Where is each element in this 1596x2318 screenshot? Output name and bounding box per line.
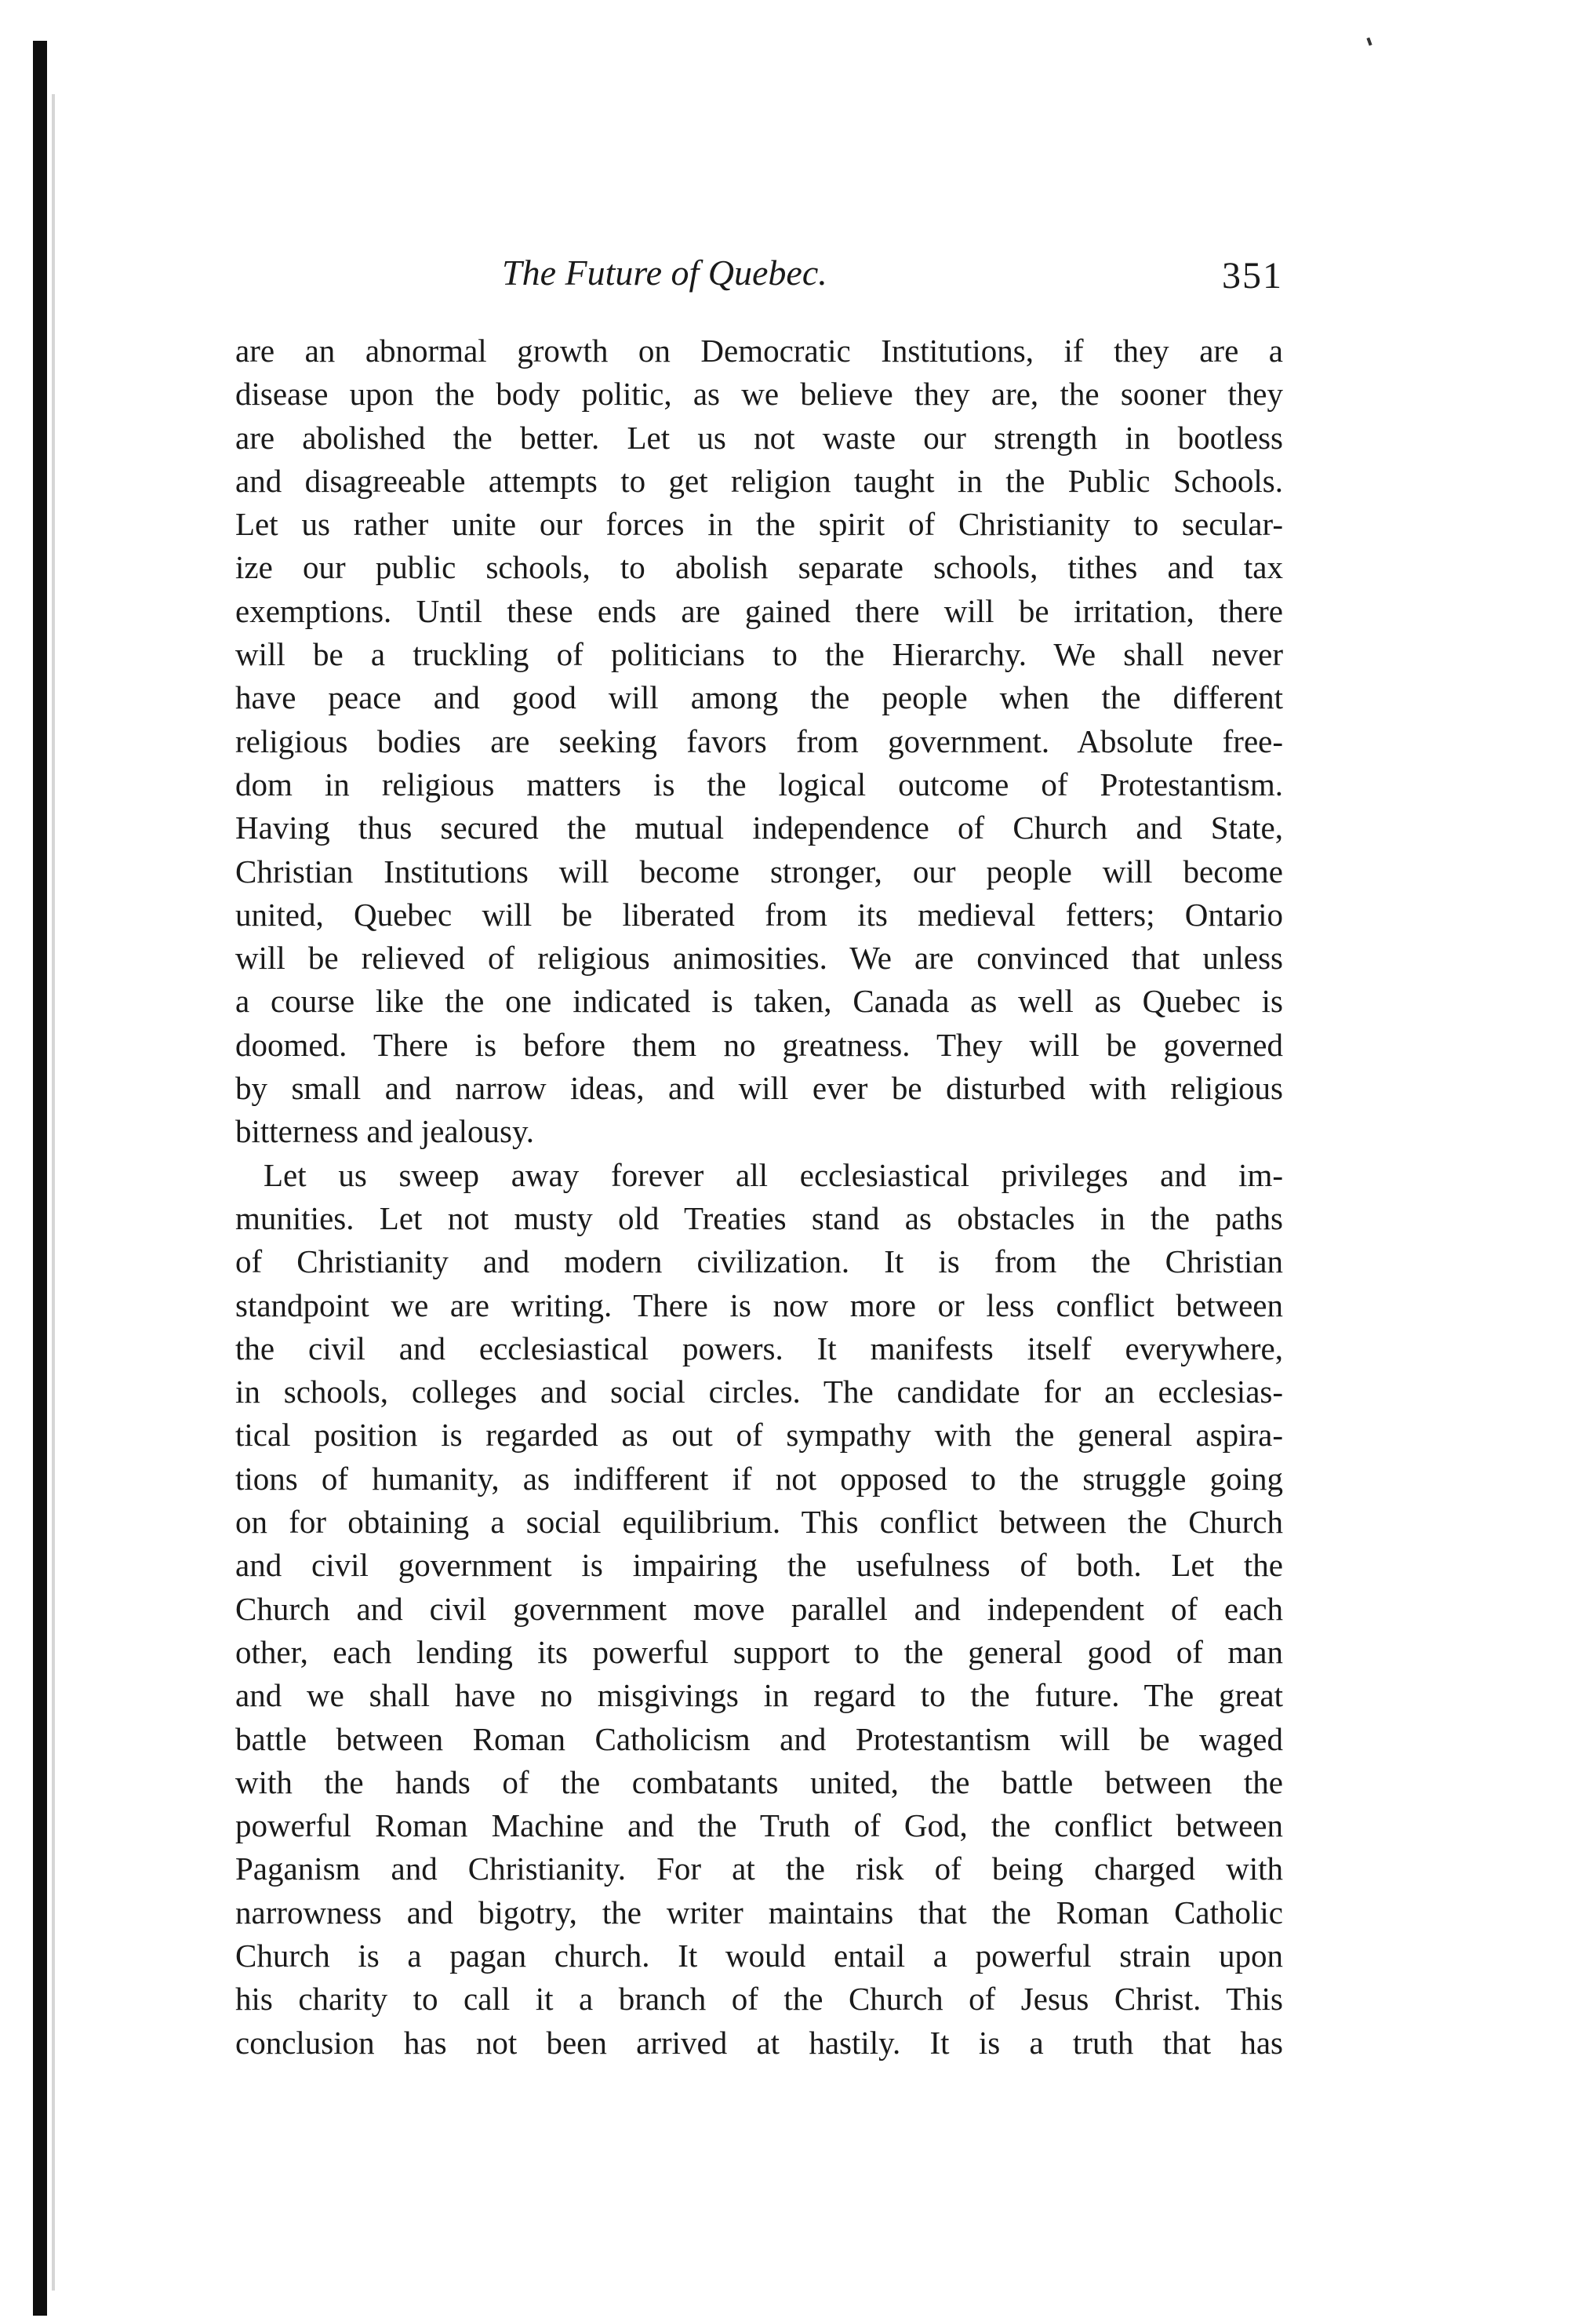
page-number: 351 (1222, 255, 1283, 297)
text-line: the civil and ecclesiastical powers. It manifests itself everywhere, (235, 1330, 1283, 1366)
text-line: Having thus secured the mutual independence of Church and State, (235, 810, 1283, 846)
text-line: ize our public schools, to abolish separate schools, tithes and tax (235, 549, 1283, 586)
text-line: dom in religious matters is the logical outcome of Protestantism. (235, 766, 1283, 802)
text-line: Let us sweep away forever all ecclesiastical privileges and im- (264, 1156, 1283, 1193)
text-line: in schools, colleges and social circles. The candidate for an ecclesias- (235, 1374, 1283, 1410)
text-line: and we shall have no misgivings in regard to the future. The great (235, 1677, 1283, 1714)
text-line: a course like the one indicated is taken, Canada as well as Quebec is (235, 983, 1283, 1020)
text-line: Christian Institutions will become stronger, our people will become (235, 853, 1283, 890)
scan-binding-edge (33, 41, 47, 2316)
text-line: powerful Roman Machine and the Truth of God, the conflict between (235, 1807, 1283, 1844)
text-line: on for obtaining a social equilibrium. This conflict between the Church (235, 1504, 1283, 1541)
text-line: munities. Let not musty old Treaties stand as obstacles in the paths (235, 1199, 1283, 1236)
running-head (235, 249, 1283, 304)
text-line: and disagreeable attempts to get religion taught in the Public Schools. (235, 462, 1283, 499)
text-line: tions of humanity, as indifferent if not opposed to the struggle going (235, 1460, 1283, 1497)
text-line: and civil government is impairing the usefulness of both. Let the (235, 1547, 1283, 1584)
text-line: will be relieved of religious animosities. We are convinced that unless (235, 940, 1283, 977)
text-line: disease upon the body politic, as we believe they are, the sooner they (235, 376, 1283, 413)
text-line: will be a truckling of politicians to the Hierarchy. We shall never (235, 636, 1283, 673)
text-line: Let us rather unite our forces in the spirit of Christianity to secular- (235, 506, 1283, 543)
text-line: doomed. There is before them no greatness. They will be governed (235, 1026, 1283, 1063)
text-line: tical position is regarded as out of sympathy with the general aspira- (235, 1417, 1283, 1454)
text-line: narrowness and bigotry, the writer maintains that the Roman Catholic (235, 1894, 1283, 1930)
text-line: are abolished the better. Let us not waste our strength in bootless (235, 419, 1283, 456)
text-line: religious bodies are seeking favors from government. Absolute free- (235, 722, 1283, 759)
text-line: battle between Roman Catholicism and Protestantism will be waged (235, 1720, 1283, 1757)
text-line: other, each lending its powerful support to the general good of man (235, 1633, 1283, 1670)
scan-speck (1366, 38, 1372, 46)
text-line: have peace and good will among the people when the different (235, 679, 1283, 716)
text-line: standpoint we are writing. There is now more or less conflict between (235, 1286, 1283, 1323)
text-line: Paganism and Christianity. For at the risk of being charged with (235, 1850, 1283, 1887)
text-line: of Christianity and modern civilization. It is from the Christian (235, 1243, 1283, 1280)
text-line: conclusion has not been arrived at hastily. It is a truth that has (235, 2024, 1283, 2061)
scan-shadow-line (52, 94, 55, 2291)
text-line: are an abnormal growth on Democratic Institutions, if they are a (235, 333, 1283, 369)
text-line: by small and narrow ideas, and will ever be disturbed with religious (235, 1070, 1283, 1107)
running-title: The Future of Quebec. (502, 253, 827, 293)
text-line: exemptions. Until these ends are gained there will be irritation, there (235, 592, 1283, 629)
text-line: bitterness and jealousy. (235, 1113, 535, 1150)
body-text (235, 329, 1283, 2065)
text-line: united, Quebec will be liberated from its medieval fetters; Ontario (235, 896, 1283, 933)
text-line: Church is a pagan church. It would entail a powerful strain upon (235, 1937, 1283, 1974)
text-line: Church and civil government move parallel and independent of each (235, 1590, 1283, 1627)
text-line: his charity to call it a branch of the Church of Jesus Christ. This (235, 1981, 1283, 2018)
text-line: with the hands of the combatants united, the battle between the (235, 1763, 1283, 1800)
